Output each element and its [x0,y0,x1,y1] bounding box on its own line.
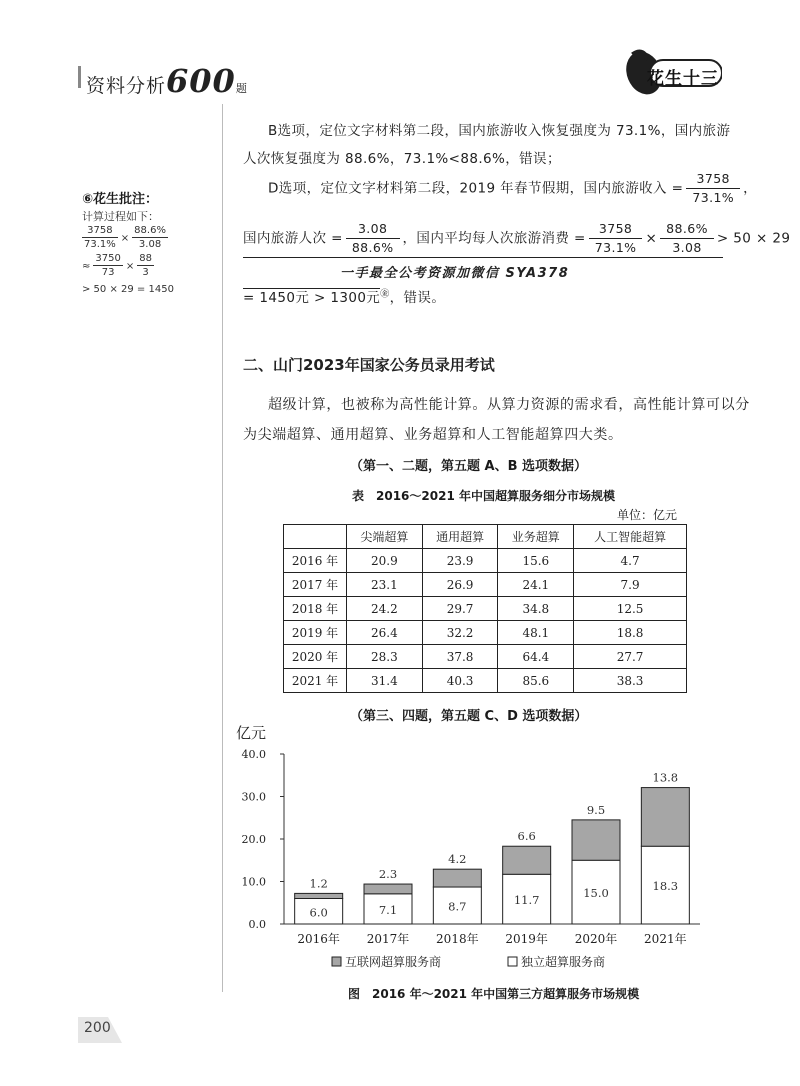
table-cell: 38.3 [574,669,687,693]
table-cell: 34.8 [498,597,574,621]
table-cell: 23.9 [422,549,498,573]
x-tick-label: 2021年 [644,932,687,946]
legend-label: 互联网超算服务商 [345,955,442,969]
sidebar-calc-line-2: ≈ $\frac{3750}{73}$ × $\frac{88}{3}$ [82,253,152,278]
option-b-line-1: B选项，定位文字材料第二段，国内旅游收入恢复强度为 73.1%，国内旅游 [268,123,731,139]
intro-line-1: 超级计算，也被称为高性能计算。从算力资源的需求看，高性能计算可以分 [268,397,750,413]
figure-caption: 图 2016 年～2021 年中国第三方超算服务市场规模 [348,987,640,1001]
x-tick-label: 2019年 [505,932,548,946]
option-b-line-2: 人次恢复强度为 88.6%，73.1%<88.6%，错误； [243,151,561,167]
table-cell: 12.5 [574,597,687,621]
data-label-internet: 9.5 [586,802,606,817]
table-cell: 29.7 [422,597,498,621]
data-label-independent: 18.3 [652,879,679,894]
y-tick-label: 30.0 [241,790,266,804]
table-unit: 单位：亿元 [617,508,678,522]
table-header-cell: 尖端超算 [347,525,423,549]
data-label-internet: 4.2 [448,852,467,867]
x-tick-label: 2017年 [366,932,410,946]
x-tick-label: 2020年 [574,932,618,946]
table-row [284,621,687,645]
table-cell: 28.3 [347,645,423,669]
option-d-line-3: = 1450元 > 1300元㊎，错误。 [243,289,446,306]
data-label-internet: 2.3 [378,867,398,882]
chart-caption-note: （第三、四题，第五题 C、D 选项数据） [350,709,588,724]
y-axis-title: 亿元 [236,724,267,742]
table-cell: 24.2 [347,597,423,621]
bar-segment-internet [295,893,343,898]
option-d-line-1: D选项，定位文字材料第二段，2019 年春节假期，国内旅游收入 = $\frac{3758}{73.1\%}$ ， [268,171,757,205]
y-tick-label: 20.0 [241,833,266,846]
table-row [284,645,687,669]
table-row [284,573,687,597]
table-cell: 40.3 [422,669,498,693]
sidebar-note-subtitle: 计算过程如下： [82,210,159,223]
y-tick-label: 10.0 [241,875,266,889]
table-caption-note: （第一、二题，第五题 A、B 选项数据） [350,459,588,474]
table-header-cell [284,525,347,549]
legend-label: 独立超算服务商 [521,955,606,969]
bar-segment-internet [503,846,551,874]
table-header-row [284,525,687,549]
sidebar-calc-line-1: $\frac{3758}{73.1\%}$ × $\frac{88.6\%}{3.08}$ [84,225,166,250]
data-label-independent: 6.0 [309,905,328,920]
data-label-independent: 15.0 [583,886,609,901]
book-title: 资料分析600题 [86,62,248,100]
legend-swatch [332,957,341,966]
table-row [284,549,687,573]
table-cell: 37.8 [422,645,498,669]
table-cell: 48.1 [498,621,574,645]
table-cell: 26.4 [347,621,423,645]
y-tick-label: 40.0 [241,748,266,761]
table-cell: 23.1 [347,573,423,597]
table-cell: 31.4 [347,669,423,693]
table-cell: 27.7 [574,645,687,669]
intro-line-2: 为尖端超算、通用超算、业务超算和人工智能超算四大类。 [243,427,623,443]
stacked-bar-chart [230,722,710,984]
table-title: 表 2016～2021 年中国超算服务细分市场规模 [352,489,615,503]
table-cell: 2016 年 [284,549,347,573]
data-label-independent: 11.7 [513,893,540,908]
option-d-line-2: 国内旅游人次 = $\frac{3.08}{88.6\%}$ ，国内平均每人次旅游消费 = $\frac{3758}{73.1\%}$ × $\frac{88.6\%}{3.08}$ > 50 × 29 [243,221,791,255]
table-cell: 2020 年 [284,645,347,669]
x-tick-label: 2018年 [436,932,479,946]
table-cell: 2018 年 [284,597,347,621]
table-cell: 2021 年 [284,669,347,693]
section-title: 二、山门2023年国家公务员录用考试 [243,356,495,374]
bar-segment-internet [641,788,689,847]
table-cell: 20.9 [347,549,423,573]
x-tick-label: 2016年 [297,932,340,946]
table-header-cell: 通用超算 [422,525,498,549]
legend-swatch [508,957,517,966]
table-cell: 64.4 [498,645,574,669]
table-header-cell: 业务超算 [498,525,574,549]
table-row [284,597,687,621]
table-cell: 15.6 [498,549,574,573]
underline-1 [243,257,723,258]
table-row [284,669,687,693]
data-label-independent: 7.1 [378,902,398,917]
table-cell: 24.1 [498,573,574,597]
data-label-internet: 1.2 [309,876,328,891]
table-cell: 18.8 [574,621,687,645]
column-divider [222,104,223,992]
table-header-cell: 人工智能超算 [574,525,687,549]
table-cell: 7.9 [574,573,687,597]
table-cell: 2019 年 [284,621,347,645]
market-size-table [283,524,687,693]
bar-segment-internet [364,884,412,894]
data-label-internet: 6.6 [517,829,536,844]
table-cell: 4.7 [574,549,687,573]
table-cell: 26.9 [422,573,498,597]
data-label-internet: 13.8 [652,770,679,785]
data-label-independent: 8.7 [448,899,467,914]
y-tick-label: 0.0 [248,918,266,931]
watermark-ad-text: 一手最全公考资源加微信 SYA378 [340,266,570,281]
logo-text: 花生十三 [647,69,719,89]
sidebar-calc-line-3: > 50 × 29 = 1450 [82,284,174,295]
bar-segment-internet [433,869,481,887]
header-bar-decoration [78,66,81,88]
table-cell: 85.6 [498,669,574,693]
page-number: 200 [84,1020,111,1036]
sidebar-note-title: ⑥花生批注： [82,192,159,207]
bar-segment-internet [572,820,620,860]
table-cell: 32.2 [422,621,498,645]
table-cell: 2017 年 [284,573,347,597]
